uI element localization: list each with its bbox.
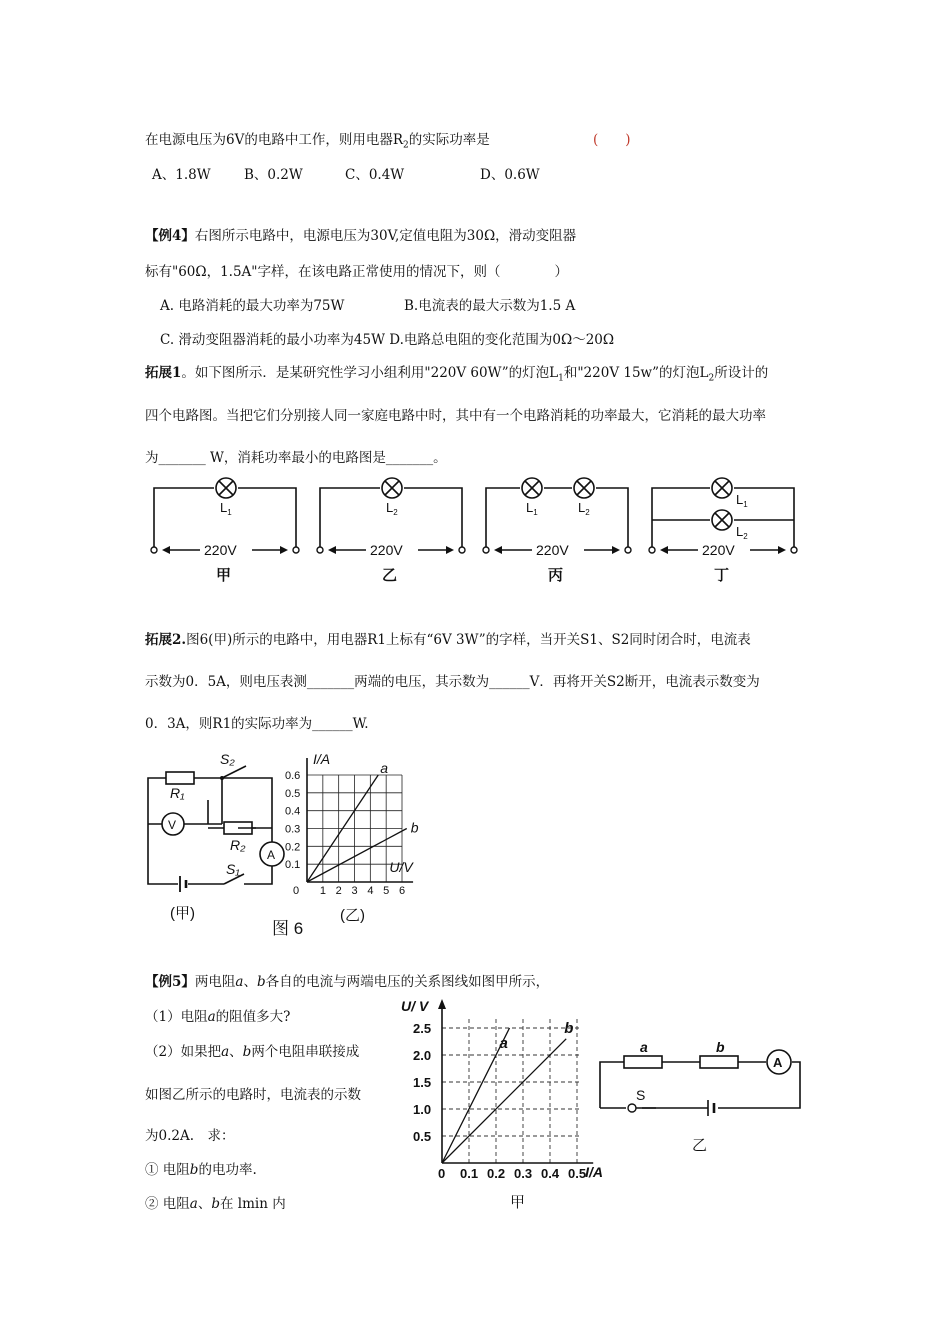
ex5-text-c: 各自的电流与两端电压的关系图线如图甲所示，	[265, 974, 550, 990]
y-axis-arrow	[438, 999, 446, 1009]
svg-text:a: a	[640, 1039, 648, 1055]
x-axis-label: U/V	[389, 859, 413, 875]
svg-text:L1: $L_1$	[736, 492, 748, 509]
x-tick-label: 4	[367, 885, 374, 897]
circuit-name-ding: 丁	[714, 567, 730, 584]
circuit-name-bing: 丙	[548, 567, 564, 584]
circuit-jia	[151, 478, 299, 584]
svg-text:R₁: R₁	[170, 785, 185, 801]
fig6-caption-right: (乙)	[340, 907, 365, 924]
ex5-chart-label: 甲	[510, 1194, 526, 1211]
y-tick-label: 0.3	[285, 823, 301, 836]
ex5-var-a: a	[235, 974, 244, 990]
ex5-q1: （1）电阻a的阻值多大?	[145, 1009, 291, 1025]
series-label-a: a	[499, 1035, 508, 1052]
x-tick-label: 1	[319, 885, 326, 897]
fig6-label: 图 6	[272, 919, 304, 938]
ext1-text-b: 和"220V 15w”的灯泡L	[563, 365, 709, 381]
y-tick-label: 2.0	[413, 1048, 432, 1063]
ex5-text-a: 两电阻	[194, 974, 236, 990]
ext1-sub2: 2	[708, 373, 715, 384]
y-tick-label: 0.4	[285, 805, 301, 818]
ex5-circuit-label: 乙	[692, 1137, 708, 1154]
option-a: A、1.8W	[152, 167, 211, 183]
voltage-label: 220V	[204, 542, 237, 558]
x-tick-label: 6	[399, 885, 406, 897]
y-tick-label: 1.5	[413, 1075, 432, 1090]
ext2-tag: 拓展2.	[145, 632, 187, 648]
option-d: D、0.6W	[480, 167, 540, 183]
circuit-yi	[317, 478, 465, 584]
ext1-text-c: 所设计的	[714, 365, 769, 381]
ex5-tag: 【例5】	[145, 974, 195, 990]
ex4-line1	[145, 224, 576, 244]
series-label-a: a	[380, 760, 389, 776]
resistor-a	[624, 1056, 662, 1068]
ex4-text1: 右图所示电路中，电源电压为30V,定值电阻为30Ω，滑动变阻器	[194, 228, 577, 244]
svg-text:L2: $L_2$	[578, 500, 590, 517]
svg-text:S: S	[636, 1087, 646, 1103]
ext2-line2: 示数为0．5A，则电压表测_______两端的电压，其示数为______V．再将开关S2断开，电流表示数变为	[145, 674, 760, 690]
origin-label: 0	[293, 885, 300, 897]
ex5-q2: （2）如果把a、b两个电阻串联接成	[145, 1044, 360, 1060]
fig6-caption-left: (甲)	[170, 905, 195, 922]
voltage-label: 220V	[702, 542, 735, 558]
y-tick-label: 0.6	[285, 770, 301, 782]
series-label-b: b	[564, 1019, 574, 1037]
ext1-line1	[145, 361, 768, 384]
x-tick-label: 0	[438, 1166, 446, 1181]
svg-text:R₂: R₂	[230, 837, 246, 853]
ext1-text-a: 。如下图所示．是某研究性学习小组利用"220V 60W”的灯泡L	[181, 365, 559, 381]
series-line-b	[442, 1039, 566, 1163]
ext2-line3: 0．3A，则R1的实际功率为______W.	[145, 716, 369, 732]
intro-text-a: 在电源电压为6V的电路中工作，则用电器R	[145, 132, 404, 148]
series-label-b: b	[410, 819, 419, 836]
x-axis-label: I/A	[585, 1164, 603, 1180]
ext1-tag: 拓展1	[145, 365, 182, 381]
x-tick-label: 0.5	[568, 1166, 587, 1181]
y-tick-label: 0.5	[413, 1129, 432, 1144]
y-axis-label: U/ V	[401, 998, 429, 1014]
voltage-label: 220V	[370, 542, 403, 558]
ex4-tag: 【例4】	[145, 228, 195, 244]
switch-icon	[628, 1104, 636, 1112]
intro-subscript: 2	[403, 140, 409, 151]
resistor-r1	[166, 772, 194, 784]
x-tick-label: 0.4	[541, 1166, 560, 1181]
x-tick-label: 5	[383, 885, 390, 897]
x-tick-label: 0.2	[487, 1166, 506, 1181]
ex5-sub2: ② 电阻a、b在 lmin 内	[145, 1196, 286, 1212]
ext1-line2: 四个电路图。当把它们分别接人同一家庭电路中时，其中有一个电路消耗的功率最大，它消耗的最大功率	[145, 408, 766, 424]
ex5-sub1: ① 电阻b的电功率.	[145, 1162, 257, 1178]
ex4-option-b: B.电流表的最大示数为1.5 A	[404, 298, 576, 314]
ex5-q2-line3: 为0.2A. 求：	[145, 1128, 235, 1144]
y-axis-label: I/A	[313, 751, 331, 767]
ex4-option-cd: C. 滑动变阻器消耗的最小功率为45W D.电路总电阻的变化范围为0Ω～20Ω	[160, 332, 615, 348]
svg-text:A: A	[267, 848, 276, 862]
circuit-ding	[649, 478, 797, 584]
ext1-line3: 为_______ W，消耗功率最小的电路图是_______。	[145, 450, 447, 466]
ex5-sep: 、	[243, 974, 257, 990]
svg-text:L2: $L_2$	[386, 500, 398, 517]
svg-text:L2: $L_2$	[736, 524, 748, 541]
svg-text:L1: $L_1$	[526, 500, 538, 517]
x-tick-label: 2	[335, 885, 342, 897]
y-tick-label: 0.2	[285, 841, 301, 854]
y-tick-label: 0.5	[285, 787, 301, 800]
ex5-var-b: b	[256, 974, 266, 990]
question-intro	[145, 128, 490, 151]
ex5-circuit	[590, 1040, 820, 1155]
four-lamp-circuits	[140, 470, 820, 590]
svg-text:V: V	[168, 818, 177, 832]
ex4-line2: 标有"60Ω，1.5A"字样，在该电路正常使用的情况下，则（ ）	[145, 264, 569, 280]
svg-text:S₁: S₁	[226, 861, 240, 877]
ext2-line1	[145, 628, 751, 648]
fig6-chart	[285, 750, 460, 930]
option-c: C、0.4W	[345, 167, 405, 183]
y-tick-label: 0.1	[285, 859, 301, 872]
svg-text:b: b	[716, 1039, 725, 1055]
svg-text:A: A	[773, 1055, 783, 1070]
ext1-sub1: 1	[558, 373, 564, 384]
x-tick-label: 3	[351, 885, 358, 897]
option-b: B、0.2W	[244, 167, 303, 183]
x-tick-label: 0.3	[514, 1166, 533, 1181]
ex5-q2-line2: 如图乙所示的电路时，电流表的示数	[145, 1087, 361, 1103]
svg-text:S₂: S₂	[220, 751, 235, 767]
x-tick-label: 0.1	[460, 1166, 479, 1181]
ex4-option-a: A. 电路消耗的最大功率为75W	[160, 298, 345, 314]
ex5-line1	[145, 970, 549, 990]
intro-text-b: 的实际功率是	[408, 132, 490, 148]
circuit-name-yi: 乙	[382, 567, 398, 584]
voltage-label: 220V	[536, 542, 569, 558]
ext2-text1: 图6(甲)所示的电路中，用电器R1上标有“6V 3W”的字样，当开关S1、S2同时闭合时，电流表	[186, 632, 751, 648]
y-tick-label: 1.0	[413, 1102, 432, 1117]
y-tick-label: 2.5	[413, 1021, 432, 1036]
answer-paren: ( )	[593, 132, 631, 148]
circuit-name-jia: 甲	[216, 567, 232, 584]
circuit-bing	[483, 478, 631, 584]
svg-text:L1: $L_1$	[220, 500, 232, 517]
resistor-b	[700, 1056, 738, 1068]
